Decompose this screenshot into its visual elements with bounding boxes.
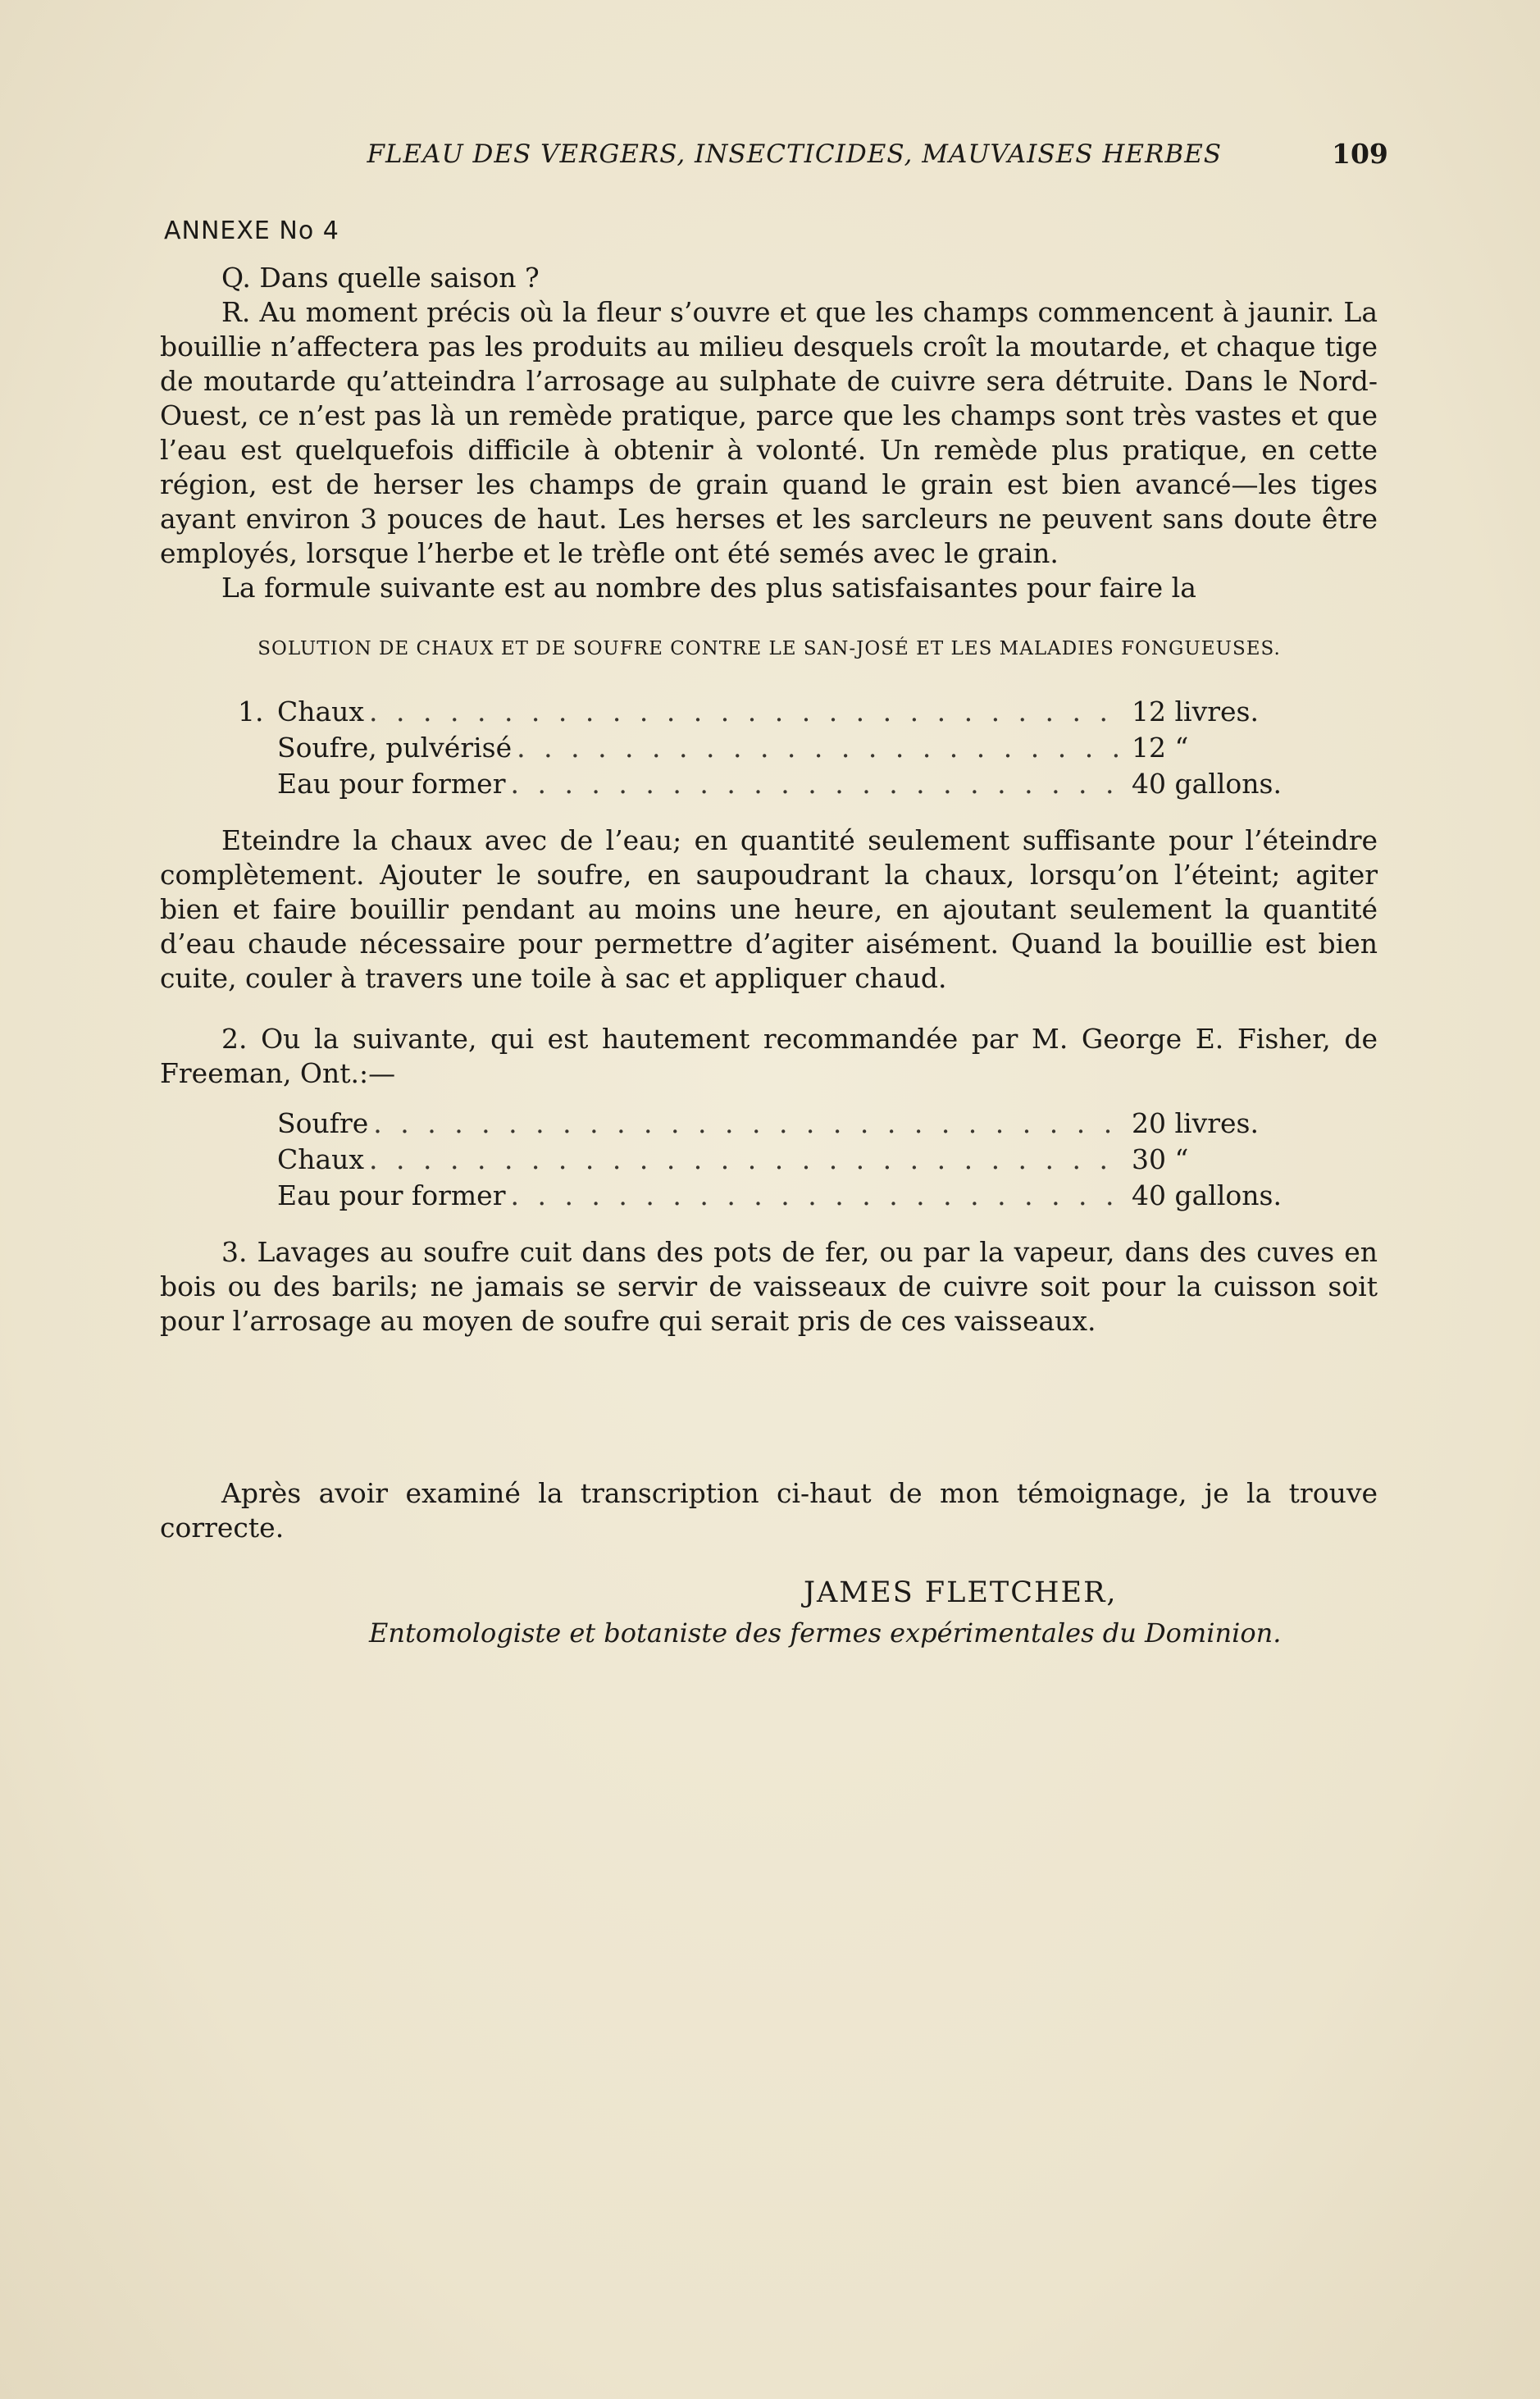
ingredient-name: Chaux — [277, 1143, 365, 1175]
ingredient-quantity: 40 gallons. — [1132, 768, 1282, 800]
recipe-2-table — [277, 1107, 1304, 1215]
ingredient-name: Chaux — [277, 696, 365, 727]
dot-leader — [510, 1179, 1127, 1211]
ingredient-quantity: 12 livres. — [1132, 696, 1259, 727]
annex-label: ANNEXE No 4 — [164, 217, 339, 245]
question-paragraph: Q. Dans quelle saison ? — [221, 262, 540, 294]
intro-section — [160, 261, 1378, 605]
recipe-2-intro-section — [160, 1022, 1378, 1091]
recipe-1-instructions: Eteindre la chaux avec de l’eau; en quantité seulement suffisante pour l’éteindre complètement. Ajouter le soufre, en saupoudrant la chaux, lorsqu’on l’éteint; agiter bien et faire bouillir pendant au moins une heure, en ajoutant seulement la quantité d’eau chaude nécessaire pour permettre d’agiter aisément. Quand la bouillie est bien cuite, couler à travers une toile à sac et appliquer chaud. — [160, 824, 1378, 994]
ingredient-name: Eau pour former — [277, 1179, 506, 1211]
ingredient-quantity: 12 “ — [1132, 732, 1189, 764]
dot-leader — [373, 1107, 1127, 1139]
formula-intro-paragraph: La formule suivante est au nombre des plus satisfaisantes pour faire la — [221, 572, 1196, 604]
closing-section — [160, 1476, 1378, 1545]
ingredient-name: Soufre, pulvérisé — [277, 732, 513, 764]
ingredient-quantity: 30 “ — [1132, 1143, 1189, 1175]
recipe-3-section — [160, 1235, 1378, 1339]
solution-heading: SOLUTION DE CHAUX ET DE SOUFRE CONTRE LE SAN-JOSÉ ET LES MALADIES FONGUEUSES. — [257, 638, 1281, 659]
recipe-row — [238, 696, 1304, 732]
ingredient-quantity: 40 gallons. — [1132, 1179, 1282, 1211]
recipe-row — [277, 1179, 1304, 1215]
page-number: 109 — [1332, 138, 1388, 170]
ingredient-name: Soufre — [277, 1107, 369, 1139]
dot-leader — [510, 768, 1127, 800]
recipe-2-intro: 2. Ou la suivante, qui est hautement recommandée par M. George E. Fisher, de Freeman, Ont.:— — [160, 1023, 1378, 1089]
dot-leader — [369, 696, 1127, 727]
running-title: FLEAU DES VERGERS, INSECTICIDES, MAUVAISES HERBES — [367, 139, 1222, 169]
recipe-3-paragraph: 3. Lavages au soufre cuit dans des pots de fer, ou par la vapeur, dans des cuves en bois ou des barils; ne jamais se servir de vaisseaux de cuivre soit pour la cuisson soit pour l’arrosage au moyen de soufre qui serait pris de ces vaisseaux. — [160, 1236, 1378, 1337]
recipe-1-table — [238, 696, 1304, 804]
ingredient-name: Eau pour former — [277, 768, 506, 800]
recipe-row — [277, 1107, 1304, 1143]
signature-title: Entomologiste et botaniste des fermes expérimentales du Dominion. — [369, 1617, 1282, 1649]
closing-paragraph: Après avoir examiné la transcription ci-haut de mon témoignage, je la trouve correcte. — [160, 1477, 1378, 1544]
recipe-row — [238, 768, 1304, 804]
answer-paragraph: R. Au moment précis où la fleur s’ouvre et que les champs commencent à jaunir. La bouillie n’affectera pas les produits au milieu desquels croît la moutarde, et chaque tige de moutarde qu’atteindra l’arrosage au sulphate de cuivre sera détruite. Dans le Nord-Ouest, ce n’est pas là un remède pratique, parce que les champs sont très vastes et que l’eau est quelquefois difficile à obtenir à volonté. Un remède plus pratique, en cette région, est de herser les champs de grain quand le grain est bien avancé—les tiges ayant environ 3 pouces de haut. Les herses et les sarcleurs ne peuvent sans doute être employés, lorsque l’herbe et le trèfle ont été semés avec le grain. — [160, 296, 1378, 569]
dot-leader — [369, 1143, 1127, 1175]
recipe-row — [277, 1143, 1304, 1179]
recipe-row — [238, 732, 1304, 768]
recipe-number: 1. — [238, 696, 264, 727]
dot-leader — [517, 732, 1127, 764]
recipe-1-instructions-section — [160, 823, 1378, 996]
signature-name: JAMES FLETCHER, — [804, 1576, 1118, 1609]
ingredient-quantity: 20 livres. — [1132, 1107, 1259, 1139]
